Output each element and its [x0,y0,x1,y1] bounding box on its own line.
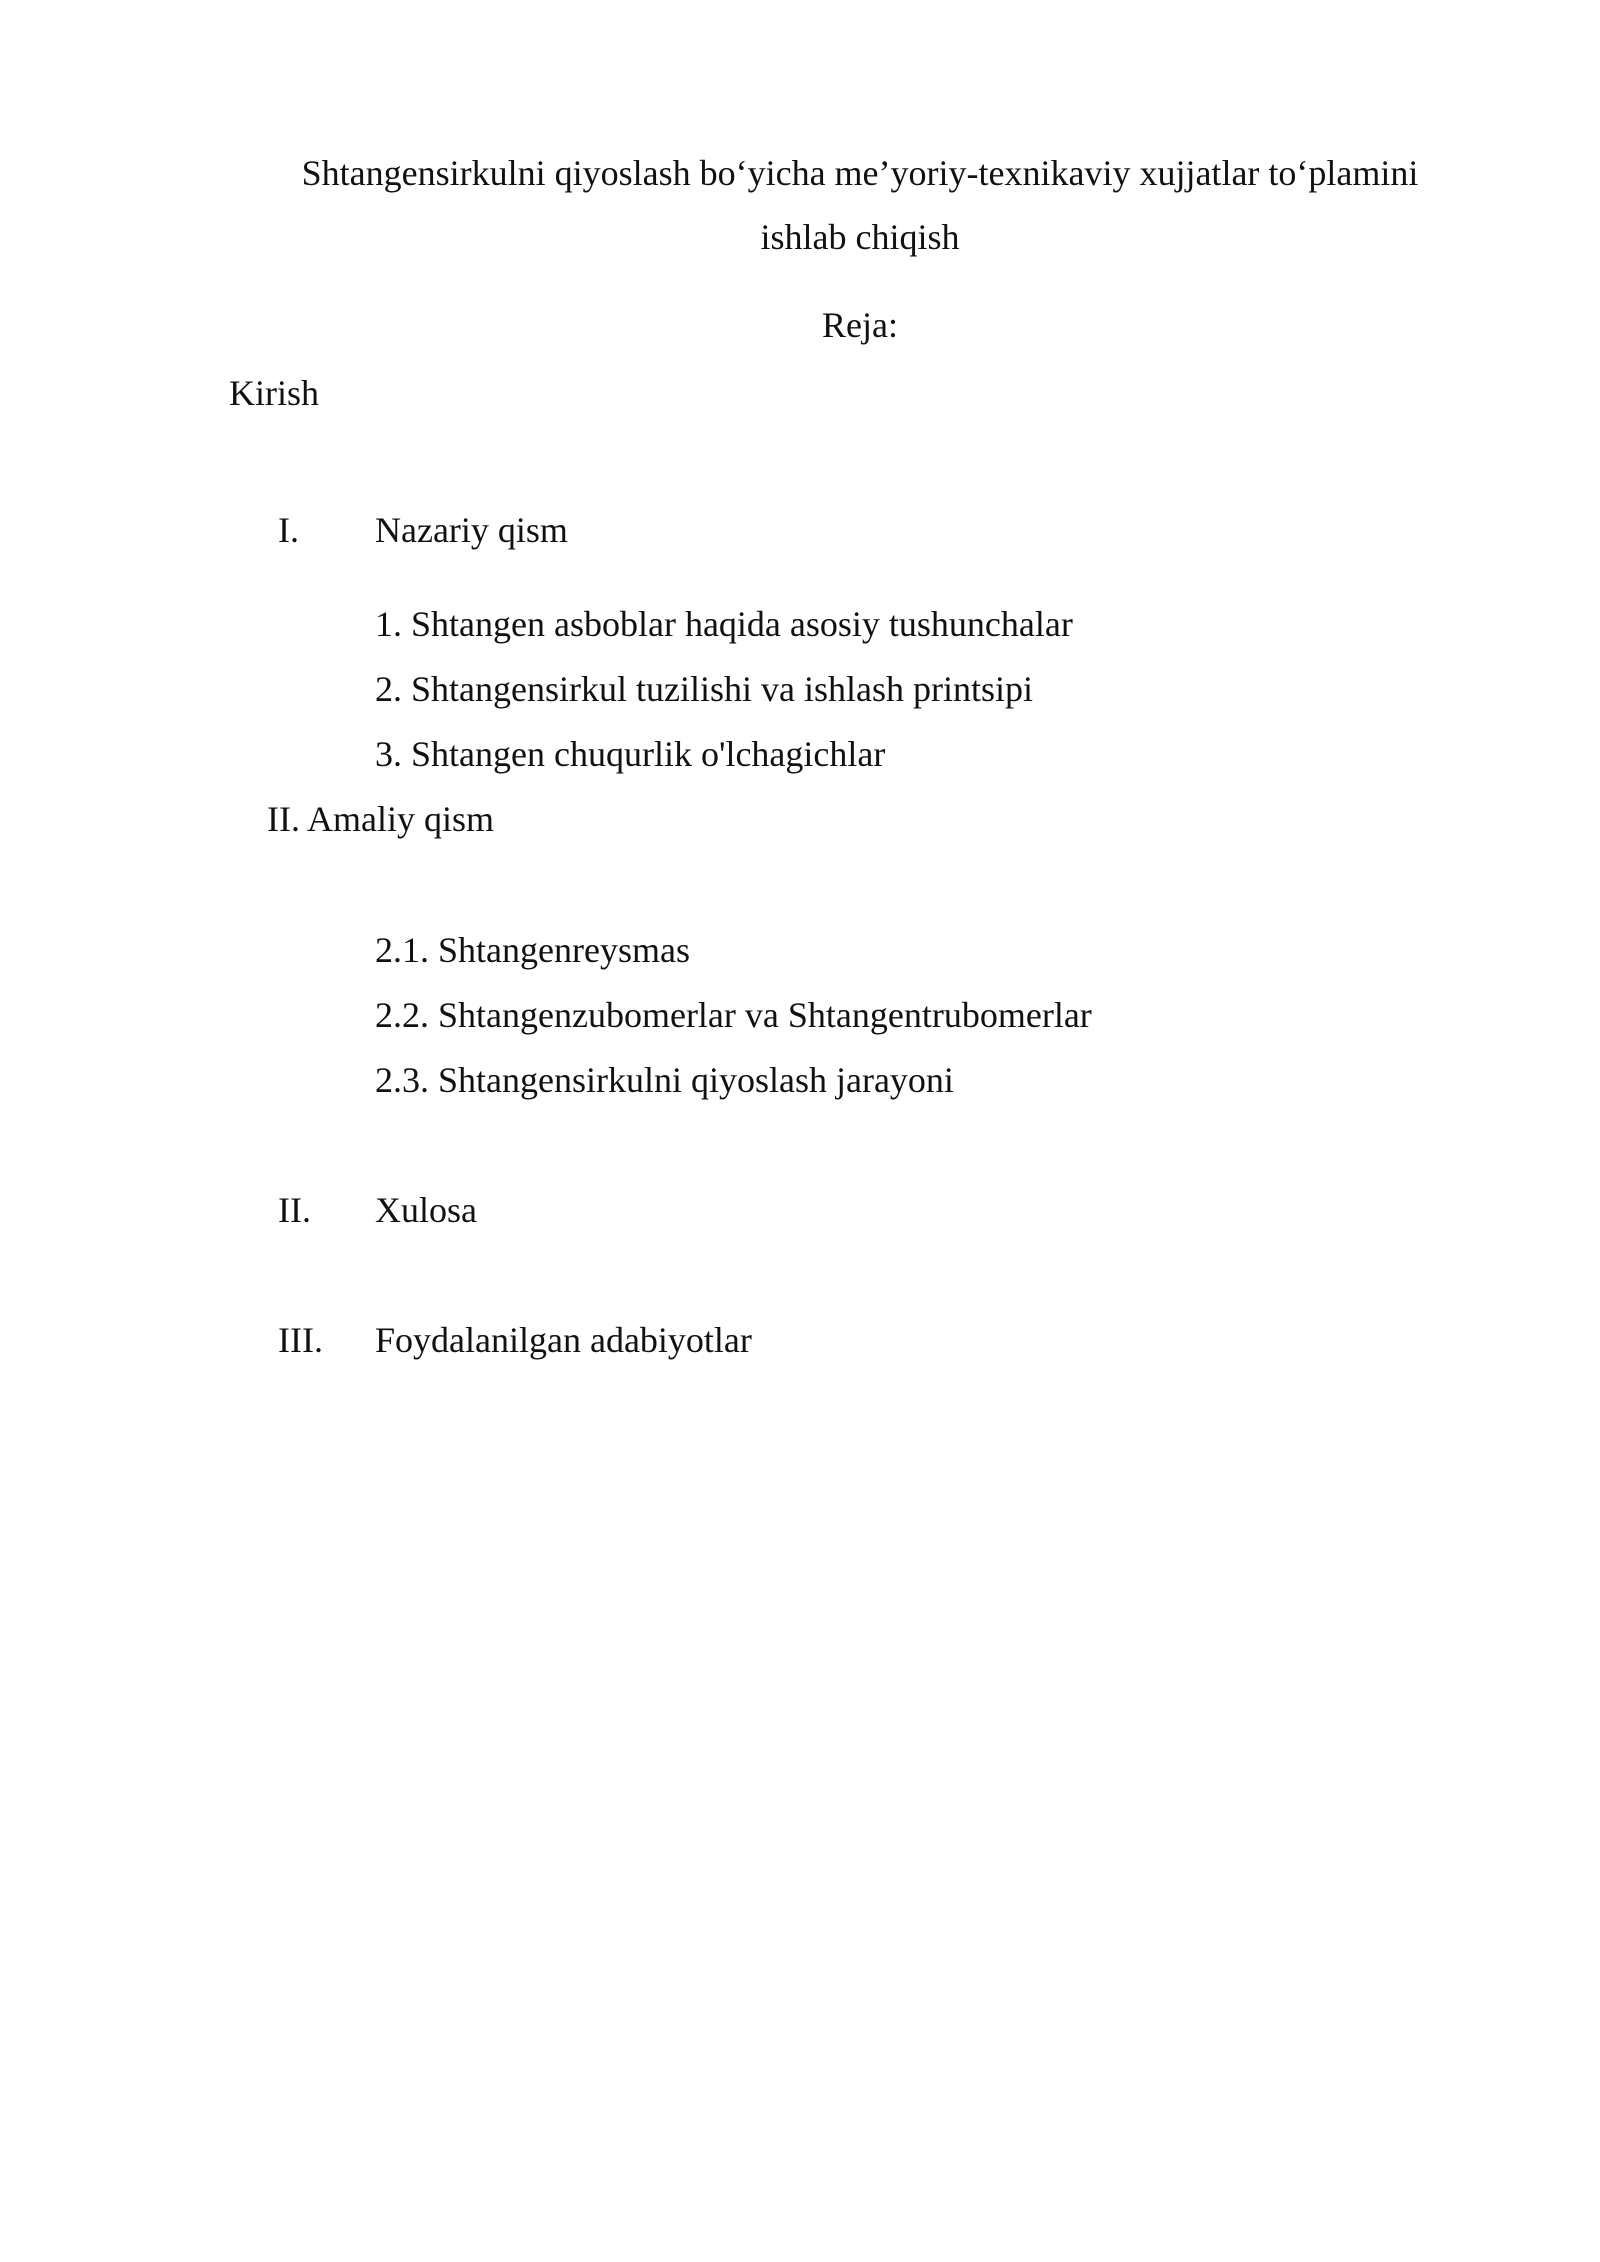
conclusion-heading: Xulosa [375,1190,477,1230]
part2-subitem: 2.3. Shtangensirkulni qiyoslash jarayoni [375,1060,954,1100]
part1-heading: Nazariy qism [375,510,568,550]
intro-item: Kirish [229,373,319,413]
plan-heading: Reja: [822,305,898,345]
part1-numeral: I. [278,510,299,550]
part1-subitem: 3. Shtangen chuqurlik o'lchagichlar [375,734,886,774]
references-numeral: III. [278,1320,323,1360]
part1-subitem: 2. Shtangensirkul tuzilishi va ishlash printsipi [375,669,1033,709]
part2-subitem: 2.1. Shtangenreysmas [375,930,690,970]
references-heading: Foydalanilgan adabiyotlar [375,1320,752,1360]
part1-subitem: 1. Shtangen asboblar haqida asosiy tushunchalar [375,604,1073,644]
part2-heading: II. Amaliy qism [267,799,494,839]
document-title-line-1: Shtangensirkulni qiyoslash bo‘yicha me’yoriy-texnikaviy xujjatlar to‘plamini [301,153,1419,193]
conclusion-numeral: II. [278,1190,311,1230]
part2-subitem: 2.2. Shtangenzubomerlar va Shtangentrubomerlar [375,995,1092,1035]
document-title-line-2: ishlab chiqish [760,217,960,257]
